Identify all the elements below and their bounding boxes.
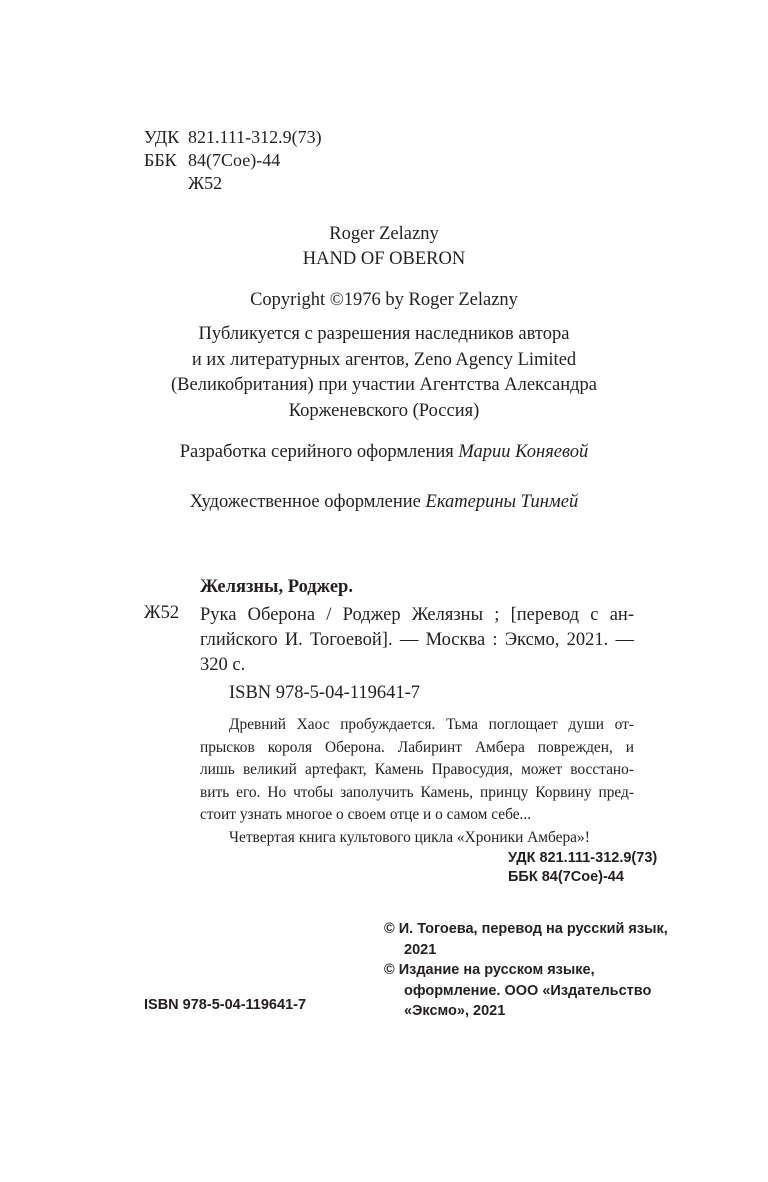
original-author: Roger Zelazny bbox=[329, 224, 439, 244]
catalog-cipher: Ж52 bbox=[144, 603, 180, 623]
cipher-row bbox=[144, 172, 322, 195]
classification-block bbox=[144, 126, 322, 195]
art-design-name: Екатерины Тинмей bbox=[425, 492, 579, 512]
udk-value: 821.111-312.9(73) bbox=[188, 127, 322, 147]
art-design-prefix: Художественное оформление bbox=[189, 492, 421, 512]
original-copyright: Copyright ©1976 by Roger Zelazny bbox=[250, 290, 518, 310]
description-line: Рука Оберона / Роджер Желязны ; [перевод с ан- bbox=[200, 605, 634, 625]
translation-copyright: © И. Тогоева, перевод на русский язык, 2021 bbox=[384, 921, 668, 958]
annotation-line: стоит узнать многое о своем отце и о самом себе... bbox=[200, 806, 532, 823]
rights-line: Корженевского (Россия) bbox=[288, 400, 480, 421]
art-design-credit bbox=[0, 490, 768, 516]
bbk-label: ББК bbox=[144, 150, 177, 170]
rights-line: (Великобритания) при участии Агентства Александра bbox=[171, 375, 597, 395]
udk-row bbox=[144, 126, 322, 149]
series-design-prefix: Разработка серийного оформления bbox=[179, 442, 454, 462]
annotation-line: лишь великий артефакт, Камень Правосудия, может восстано- bbox=[200, 761, 634, 778]
udk-label: УДК bbox=[144, 127, 180, 147]
original-title: HAND OF OBERON bbox=[302, 249, 466, 269]
isbn-bottom: ISBN 978-5-04-119641-7 bbox=[144, 997, 307, 1013]
annotation-line: вить его. Но чтобы заполучить Камень, принцу Корвину пред- bbox=[200, 783, 634, 801]
bibliographic-description bbox=[200, 603, 634, 678]
description-line: 320 с. bbox=[200, 655, 246, 675]
rights-line: и их литературных агентов, Zeno Agency Limited bbox=[191, 349, 577, 370]
rights-line: Публикуется с разрешения наследников автора bbox=[198, 324, 570, 344]
author-cipher: Ж52 bbox=[188, 173, 223, 193]
rights-notice bbox=[0, 322, 768, 424]
annotation-line: Древний Хаос пробуждается. Тьма поглощает души от- bbox=[229, 716, 634, 733]
catalog-author-heading: Желязны, Роджер. bbox=[200, 577, 353, 597]
copyright-block bbox=[384, 919, 674, 1022]
series-design-name: Марии Коняевой bbox=[458, 442, 589, 462]
bbk-row bbox=[144, 149, 322, 172]
annotation-line: прысков короля Оберона. Лабиринт Амбера поврежден, и bbox=[200, 738, 634, 756]
index-block bbox=[508, 849, 657, 887]
index-udk: УДК 821.111-312.9(73) bbox=[508, 850, 658, 866]
description-line: глийского И. Тогоевой]. — Москва : Эксмо, 2021. — bbox=[200, 630, 634, 650]
annotation bbox=[200, 714, 634, 849]
series-design-credit bbox=[0, 440, 768, 466]
catalog-isbn: ISBN 978-5-04-119641-7 bbox=[229, 683, 420, 703]
bbk-value: 84(7Сое)-44 bbox=[188, 150, 281, 170]
edition-copyright: © Издание на русском языке, оформление. ООО «Издательство «Эксмо», 2021 bbox=[384, 962, 652, 1019]
index-bbk: ББК 84(7Сое)-44 bbox=[508, 869, 624, 885]
annotation-line: Четвертая книга культового цикла «Хроники Амбера»! bbox=[229, 828, 590, 846]
